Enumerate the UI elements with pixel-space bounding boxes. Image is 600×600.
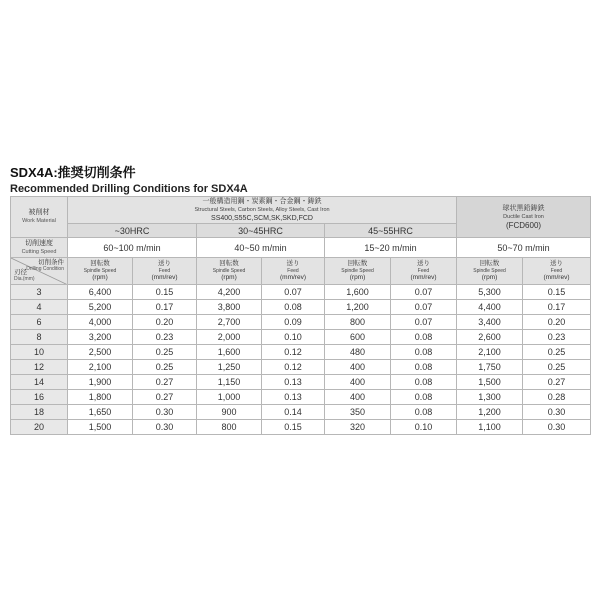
- spindle-speed-cell: 400: [325, 375, 391, 390]
- cutting-speed-1: 60~100 m/min: [68, 238, 197, 258]
- feed-cell: 0.08: [391, 330, 457, 345]
- table-row: [11, 390, 591, 405]
- feed-cell: 0.08: [391, 390, 457, 405]
- table-row: [11, 360, 591, 375]
- feed-cell: 0.27: [133, 390, 197, 405]
- drilling-condition-label: 切削条件 Drilling Condition: [26, 259, 64, 272]
- feed-cell: 0.30: [523, 420, 591, 435]
- spindle-speed-cell: 5,300: [457, 285, 523, 300]
- feed-cell: 0.30: [133, 405, 197, 420]
- feed-cell: 0.12: [262, 360, 325, 375]
- feed-cell: 0.08: [391, 405, 457, 420]
- page-title: SDX4A:推奨切削条件: [10, 165, 136, 180]
- spindle-speed-header: 回転数 Spindle Speed (rpm): [457, 258, 523, 285]
- diameter-cell: 6: [11, 315, 68, 330]
- table-row: [11, 315, 591, 330]
- feed-cell: 0.17: [523, 300, 591, 315]
- hardness-1: ~30HRC: [68, 224, 197, 238]
- spindle-speed-header: 回転数 Spindle Speed (rpm): [68, 258, 133, 285]
- diameter-cell: 20: [11, 420, 68, 435]
- feed-cell: 0.23: [133, 330, 197, 345]
- feed-cell: 0.07: [391, 315, 457, 330]
- work-material-label: 被削材 Work Material: [11, 197, 68, 238]
- feed-cell: 0.25: [523, 360, 591, 375]
- feed-cell: 0.10: [391, 420, 457, 435]
- diameter-cell: 8: [11, 330, 68, 345]
- feed-cell: 0.07: [262, 285, 325, 300]
- feed-cell: 0.15: [262, 420, 325, 435]
- spindle-speed-cell: 1,200: [457, 405, 523, 420]
- diameter-cell: 16: [11, 390, 68, 405]
- diameter-cell: 4: [11, 300, 68, 315]
- spindle-speed-cell: 2,500: [68, 345, 133, 360]
- spindle-speed-header: 回転数 Spindle Speed (rpm): [325, 258, 391, 285]
- spindle-speed-cell: 1,800: [68, 390, 133, 405]
- feed-cell: 0.08: [262, 300, 325, 315]
- table-row: [11, 300, 591, 315]
- spindle-speed-cell: 600: [325, 330, 391, 345]
- spindle-speed-cell: 3,400: [457, 315, 523, 330]
- spindle-speed-cell: 400: [325, 360, 391, 375]
- spindle-speed-cell: 2,000: [197, 330, 262, 345]
- feed-cell: 0.17: [133, 300, 197, 315]
- spindle-speed-cell: 1,750: [457, 360, 523, 375]
- feed-cell: 0.13: [262, 375, 325, 390]
- feed-cell: 0.27: [133, 375, 197, 390]
- spindle-speed-cell: 1,900: [68, 375, 133, 390]
- feed-cell: 0.20: [523, 315, 591, 330]
- spindle-speed-cell: 1,600: [197, 345, 262, 360]
- diameter-cell: 18: [11, 405, 68, 420]
- spindle-speed-header: 回転数 Spindle Speed (rpm): [197, 258, 262, 285]
- spindle-speed-cell: 4,200: [197, 285, 262, 300]
- spindle-speed-cell: 1,250: [197, 360, 262, 375]
- table-row: [11, 345, 591, 360]
- feed-cell: 0.14: [262, 405, 325, 420]
- diameter-cell: 12: [11, 360, 68, 375]
- diameter-cell: 10: [11, 345, 68, 360]
- cutting-speed-3: 15~20 m/min: [325, 238, 457, 258]
- spindle-speed-cell: 1,500: [457, 375, 523, 390]
- feed-header: 送り Feed (mm/rev): [262, 258, 325, 285]
- spindle-speed-cell: 1,500: [68, 420, 133, 435]
- spindle-speed-cell: 1,000: [197, 390, 262, 405]
- hardness-3: 45~55HRC: [325, 224, 457, 238]
- diameter-cell: 3: [11, 285, 68, 300]
- spindle-speed-cell: 2,100: [68, 360, 133, 375]
- material-group-steels: 一般構造用鋼・炭素鋼・合金鋼・鋳鉄 Structural Steels, Carbon Steels, Alloy Steels, Cast Iron SS400,S55C,SCM,SK,SKD,FCD: [68, 197, 457, 224]
- title-block: [10, 165, 248, 196]
- spindle-speed-cell: 3,200: [68, 330, 133, 345]
- feed-cell: 0.25: [133, 360, 197, 375]
- cutting-speed-2: 40~50 m/min: [197, 238, 325, 258]
- table-row: [11, 405, 591, 420]
- spindle-speed-cell: 5,200: [68, 300, 133, 315]
- spindle-speed-cell: 2,100: [457, 345, 523, 360]
- spindle-speed-cell: 350: [325, 405, 391, 420]
- feed-cell: 0.15: [523, 285, 591, 300]
- cutting-speed-label: 切削速度 Cutting Speed: [11, 238, 68, 258]
- corner-header: [11, 258, 68, 285]
- feed-cell: 0.20: [133, 315, 197, 330]
- spindle-speed-cell: 2,700: [197, 315, 262, 330]
- spindle-speed-cell: 1,650: [68, 405, 133, 420]
- feed-cell: 0.07: [391, 285, 457, 300]
- material-group-ductile: 球状黒鉛鋳鉄 Ductile Cast Iron (FCD600): [457, 197, 591, 238]
- feed-cell: 0.15: [133, 285, 197, 300]
- feed-cell: 0.10: [262, 330, 325, 345]
- feed-cell: 0.08: [391, 360, 457, 375]
- spindle-speed-cell: 800: [197, 420, 262, 435]
- feed-cell: 0.13: [262, 390, 325, 405]
- cutting-speed-4: 50~70 m/min: [457, 238, 591, 258]
- spindle-speed-cell: 2,600: [457, 330, 523, 345]
- table-row: [11, 330, 591, 345]
- diameter-label: 刃径 Dia.(mm): [14, 269, 35, 282]
- spindle-speed-cell: 800: [325, 315, 391, 330]
- feed-cell: 0.08: [391, 375, 457, 390]
- table-row: [11, 285, 591, 300]
- feed-cell: 0.25: [133, 345, 197, 360]
- spindle-speed-cell: 1,200: [325, 300, 391, 315]
- spindle-speed-cell: 4,000: [68, 315, 133, 330]
- drilling-conditions-table: [10, 196, 591, 435]
- spindle-speed-cell: 4,400: [457, 300, 523, 315]
- table-row: [11, 375, 591, 390]
- spindle-speed-cell: 320: [325, 420, 391, 435]
- spindle-speed-cell: 3,800: [197, 300, 262, 315]
- feed-cell: 0.25: [523, 345, 591, 360]
- feed-header: 送り Feed (mm/rev): [133, 258, 197, 285]
- feed-cell: 0.09: [262, 315, 325, 330]
- spindle-speed-cell: 6,400: [68, 285, 133, 300]
- spindle-speed-cell: 1,150: [197, 375, 262, 390]
- feed-cell: 0.12: [262, 345, 325, 360]
- feed-cell: 0.30: [523, 405, 591, 420]
- spindle-speed-cell: 1,300: [457, 390, 523, 405]
- spindle-speed-cell: 480: [325, 345, 391, 360]
- feed-cell: 0.08: [391, 345, 457, 360]
- spindle-speed-cell: 1,100: [457, 420, 523, 435]
- feed-cell: 0.27: [523, 375, 591, 390]
- spindle-speed-cell: 900: [197, 405, 262, 420]
- hardness-2: 30~45HRC: [197, 224, 325, 238]
- feed-cell: 0.28: [523, 390, 591, 405]
- spindle-speed-cell: 400: [325, 390, 391, 405]
- page-subtitle: Recommended Drilling Conditions for SDX4A: [10, 183, 248, 195]
- feed-cell: 0.30: [133, 420, 197, 435]
- feed-header: 送り Feed (mm/rev): [523, 258, 591, 285]
- table-row: [11, 420, 591, 435]
- feed-header: 送り Feed (mm/rev): [391, 258, 457, 285]
- diameter-cell: 14: [11, 375, 68, 390]
- feed-cell: 0.23: [523, 330, 591, 345]
- feed-cell: 0.07: [391, 300, 457, 315]
- spindle-speed-cell: 1,600: [325, 285, 391, 300]
